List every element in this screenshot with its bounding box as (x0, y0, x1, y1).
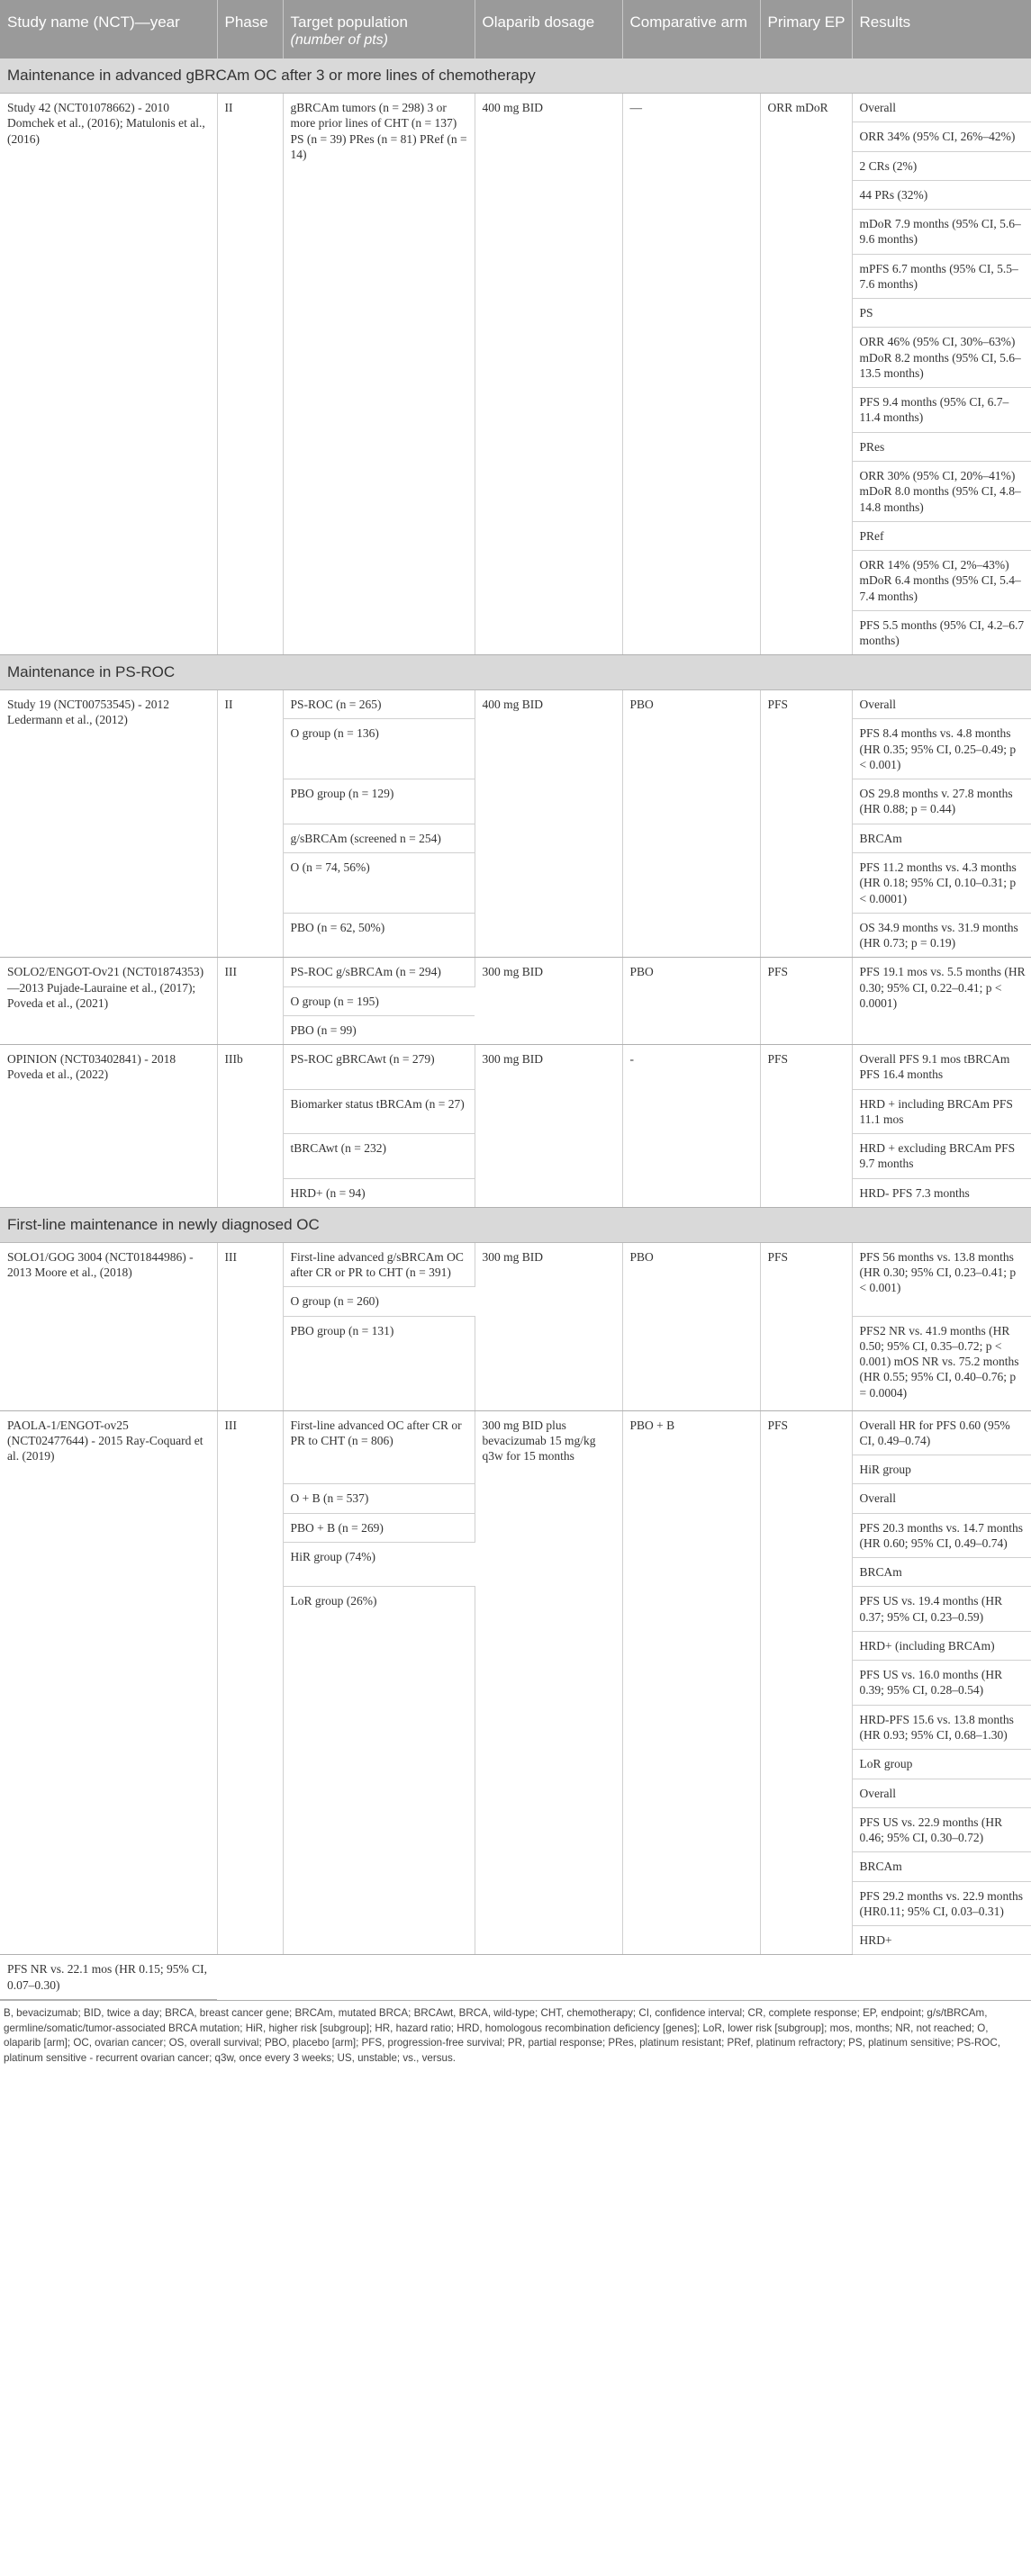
primary-ep-cell: PFS (760, 1410, 852, 1955)
target-cell: PBO (n = 62, 50%) (283, 913, 475, 958)
result-cell: PFS 5.5 months (95% CI, 4.2–6.7 months) (852, 610, 1031, 655)
result-cell: Overall PFS 9.1 mos tBRCAm PFS 16.4 months (852, 1045, 1031, 1090)
result-cell: BRCAm (852, 1852, 1031, 1881)
header-results: Results (852, 0, 1031, 59)
target-cell: O group (n = 195) (283, 986, 475, 1015)
result-cell: HRD + including BRCAm PFS 11.1 mos (852, 1089, 1031, 1134)
result-cell: ORR 14% (95% CI, 2%–43%) mDoR 6.4 months (95% CI, 5.4–7.4 months) (852, 551, 1031, 611)
result-cell: PS (852, 299, 1031, 328)
target-cell: Biomarker status tBRCAm (n = 27) (283, 1089, 475, 1134)
primary-ep-cell: PFS (760, 690, 852, 958)
section-title: First-line maintenance in newly diagnosed OC (0, 1207, 1031, 1242)
result-cell: LoR group (852, 1750, 1031, 1779)
result-cell: BRCAm (852, 1558, 1031, 1587)
dosage-cell: 300 mg BID plus bevacizumab 15 mg/kg q3w for 15 months (475, 1410, 622, 1955)
comparative-cell: PBO (622, 690, 760, 958)
result-cell: PFS 19.1 mos vs. 5.5 months (HR 0.30; 95% CI, 0.22–0.41; p < 0.0001) (852, 958, 1031, 1045)
result-cell: PFS US vs. 16.0 months (HR 0.39; 95% CI, 0.28–0.54) (852, 1661, 1031, 1706)
header-target-sub: (number of pts) (290, 32, 388, 49)
result-cell: PFS 20.3 months vs. 14.7 months (HR 0.60; 95% CI, 0.49–0.74) (852, 1513, 1031, 1558)
phase-cell: II (217, 690, 283, 958)
result-cell: HRD+ (including BRCAm) (852, 1631, 1031, 1660)
section-row (0, 1207, 1031, 1242)
result-cell: PFS NR vs. 22.1 mos (HR 0.15; 95% CI, 0.07–0.30) (0, 1955, 217, 2000)
target-cell: LoR group (26%) (283, 1587, 475, 1955)
study-cell: Study 42 (NCT01078662) - 2010 Domchek et al., (2016); Matulonis et al., (2016) (0, 94, 217, 655)
result-cell: ORR 46% (95% CI, 30%–63%) mDoR 8.2 months (95% CI, 5.6–13.5 months) (852, 328, 1031, 388)
result-cell: PFS 56 months vs. 13.8 months (HR 0.30; 95% CI, 0.23–0.41; p < 0.001) (852, 1242, 1031, 1316)
primary-ep-cell: PFS (760, 958, 852, 1045)
phase-cell: III (217, 1242, 283, 1410)
comparative-cell: PBO + B (622, 1410, 760, 1955)
target-cell: PS-ROC (n = 265) (283, 690, 475, 719)
result-cell: mPFS 6.7 months (95% CI, 5.5–7.6 months) (852, 254, 1031, 299)
result-cell: Overall (852, 1484, 1031, 1513)
result-cell: PFS2 NR vs. 41.9 months (HR 0.50; 95% CI, 0.35–0.72; p < 0.001) mOS NR vs. 75.2 months (HR 0.55; 95% CI, 0.40–0.76; p = 0.0004) (852, 1316, 1031, 1410)
result-cell: Overall HR for PFS 0.60 (95% CI, 0.49–0.74) (852, 1410, 1031, 1455)
header-phase: Phase (217, 0, 283, 59)
table-row (0, 1045, 1031, 1090)
result-cell: PFS 8.4 months vs. 4.8 months (HR 0.35; 95% CI, 0.25–0.49; p < 0.001) (852, 719, 1031, 779)
section-row (0, 59, 1031, 93)
section-title: Maintenance in advanced gBRCAm OC after 3 or more lines of chemotherapy (0, 59, 1031, 93)
result-cell: PFS US vs. 19.4 months (HR 0.37; 95% CI, 0.23–0.59) (852, 1587, 1031, 1632)
target-cell: PBO group (n = 131) (283, 1316, 475, 1410)
comparative-cell: - (622, 1045, 760, 1208)
result-cell: HRD + excluding BRCAm PFS 9.7 months (852, 1134, 1031, 1179)
dosage-cell: 400 mg BID (475, 94, 622, 655)
target-cell: O + B (n = 537) (283, 1484, 475, 1513)
table-row (0, 958, 1031, 986)
result-cell: Overall (852, 94, 1031, 122)
target-cell: gBRCAm tumors (n = 298) 3 or more prior lines of CHT (n = 137) PS (n = 39) PRes (n = 81) PRef (n = 14) (283, 94, 475, 655)
table-row (0, 1955, 1031, 2000)
section-title: Maintenance in PS-ROC (0, 655, 1031, 690)
result-cell: mDoR 7.9 months (95% CI, 5.6–9.6 months) (852, 210, 1031, 255)
header-comparative: Comparative arm (622, 0, 760, 59)
dosage-cell: 300 mg BID (475, 958, 622, 1045)
result-cell: HRD- PFS 7.3 months (852, 1178, 1031, 1207)
primary-ep-cell: PFS (760, 1242, 852, 1410)
dosage-cell: 300 mg BID (475, 1045, 622, 1208)
target-cell: HiR group (74%) (283, 1542, 475, 1587)
study-cell: SOLO1/GOG 3004 (NCT01844986) - 2013 Moore et al., (2018) (0, 1242, 217, 1410)
target-cell: O group (n = 136) (283, 719, 475, 779)
study-cell: PAOLA-1/ENGOT-ov25 (NCT02477644) - 2015 Ray-Coquard et al. (2019) (0, 1410, 217, 1955)
header-study: Study name (NCT)—year (0, 0, 217, 59)
result-cell: PRes (852, 432, 1031, 461)
study-cell: SOLO2/ENGOT-Ov21 (NCT01874353)—2013 Pujade-Lauraine et al., (2017); Poveda et al., (2021) (0, 958, 217, 1045)
target-cell: PS-ROC g/sBRCAm (n = 294) (283, 958, 475, 986)
result-cell: BRCAm (852, 824, 1031, 852)
study-cell: Study 19 (NCT00753545) - 2012 Ledermann et al., (2012) (0, 690, 217, 958)
result-cell: HiR group (852, 1455, 1031, 1484)
table-header-row (0, 0, 1031, 59)
result-cell: OS 34.9 months vs. 31.9 months (HR 0.73; p = 0.19) (852, 913, 1031, 958)
result-cell: ORR 30% (95% CI, 20%–41%) mDoR 8.0 months (95% CI, 4.8–14.8 months) (852, 461, 1031, 521)
header-target (283, 0, 475, 59)
target-cell: g/sBRCAm (screened n = 254) (283, 824, 475, 852)
target-cell: O group (n = 260) (283, 1287, 475, 1316)
target-cell: PBO (n = 99) (283, 1015, 475, 1044)
comparative-cell: PBO (622, 958, 760, 1045)
result-cell: OS 29.8 months v. 27.8 months (HR 0.88; p = 0.44) (852, 779, 1031, 824)
primary-ep-cell: ORR mDoR (760, 94, 852, 655)
table-row (0, 94, 1031, 122)
target-cell: tBRCAwt (n = 232) (283, 1134, 475, 1179)
primary-ep-cell: PFS (760, 1045, 852, 1208)
phase-cell: IIIb (217, 1045, 283, 1208)
comparative-cell: — (622, 94, 760, 655)
table-row (0, 690, 1031, 719)
dosage-cell: 300 mg BID (475, 1242, 622, 1410)
target-cell: PBO group (n = 129) (283, 779, 475, 824)
result-cell: HRD-PFS 15.6 vs. 13.8 months (HR 0.93; 95% CI, 0.68–1.30) (852, 1705, 1031, 1750)
result-cell: 2 CRs (2%) (852, 151, 1031, 180)
phase-cell: III (217, 958, 283, 1045)
table-row (0, 1410, 1031, 1455)
phase-cell: III (217, 1410, 283, 1955)
result-cell: ORR 34% (95% CI, 26%–42%) (852, 122, 1031, 151)
table-row (0, 1242, 1031, 1287)
dosage-cell: 400 mg BID (475, 690, 622, 958)
table-footnote: B, bevacizumab; BID, twice a day; BRCA, breast cancer gene; BRCAm, mutated BRCA; BRCAwt, BRCA, wild-type; CHT, chemotherapy; CI, confidence interval; CR, complete response; EP, endpoint; g/s/tBRCAm, germline/somatic/tumor-associated BRCA mutation; HiR, higher risk [subgroup]; HR, hazard ratio; HRD, homologous recombination deficiency [genes]; LoR, lower risk [subgroup]; mos, months; NR, not reached; O, olaparib [arm]; OC, ovarian cancer; OS, overall survival; PBO, placebo [arm]; PFS, progression-free survival; PR, partial response; PRes, platinum resistant; PRef, platinum refractory; PS, platinum sensitive; PS-ROC, platinum sensitive - recurrent ovarian cancer; q3w, once every 3 weeks; US, unstable; vs., versus. (0, 2000, 1031, 2070)
result-cell: Overall (852, 1779, 1031, 1807)
target-cell: First-line advanced OC after CR or PR to CHT (n = 806) (283, 1410, 475, 1484)
result-cell: HRD+ (852, 1926, 1031, 1955)
result-cell: PFS 9.4 months (95% CI, 6.7–11.4 months) (852, 388, 1031, 433)
result-cell: Overall (852, 690, 1031, 719)
result-cell: PFS 11.2 months vs. 4.3 months (HR 0.18; 95% CI, 0.10–0.31; p < 0.0001) (852, 852, 1031, 913)
target-cell: O (n = 74, 56%) (283, 852, 475, 913)
result-cell: PRef (852, 521, 1031, 550)
result-cell: PFS 29.2 months vs. 22.9 months (HR0.11; 95% CI, 0.03–0.31) (852, 1881, 1031, 1926)
target-cell: PBO + B (n = 269) (283, 1513, 475, 1542)
header-target-label: Target population (290, 14, 408, 31)
comparative-cell: PBO (622, 1242, 760, 1410)
header-primary-ep: Primary EP (760, 0, 852, 59)
result-cell: 44 PRs (32%) (852, 180, 1031, 209)
study-cell: OPINION (NCT03402841) - 2018 Poveda et al., (2022) (0, 1045, 217, 1208)
section-row (0, 655, 1031, 690)
target-cell: First-line advanced g/sBRCAm OC after CR or PR to CHT (n = 391) (283, 1242, 475, 1287)
phase-cell: II (217, 94, 283, 655)
header-dosage: Olaparib dosage (475, 0, 622, 59)
result-cell: PFS US vs. 22.9 months (HR 0.46; 95% CI, 0.30–0.72) (852, 1807, 1031, 1852)
target-cell: HRD+ (n = 94) (283, 1178, 475, 1207)
target-cell: PS-ROC gBRCAwt (n = 279) (283, 1045, 475, 1090)
